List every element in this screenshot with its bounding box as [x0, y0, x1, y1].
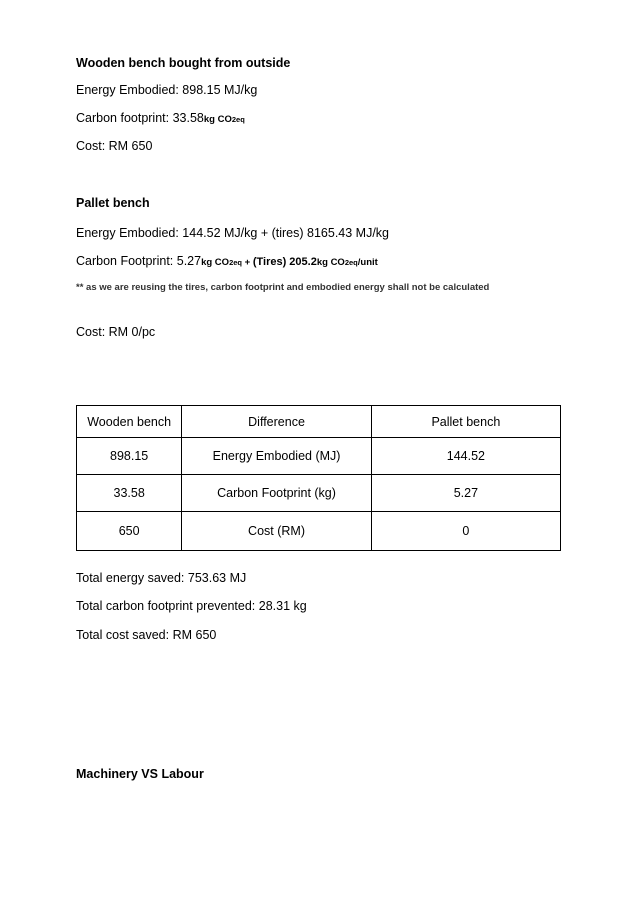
pallet-carbon-unit-2: kg CO [316, 257, 345, 268]
wooden-cost: Cost: RM 650 [76, 139, 153, 153]
table-cell: 144.52 [371, 438, 560, 475]
wooden-carbon-footprint [76, 110, 245, 128]
wooden-energy-embodied: Energy Embodied: 898.15 MJ/kg [76, 83, 258, 97]
pallet-carbon-unit-1: kg CO [201, 257, 230, 268]
pallet-carbon-tires: (Tires) 205.2 [252, 256, 317, 268]
table-row [77, 475, 561, 512]
table-cell: 33.58 [77, 475, 182, 512]
pallet-carbon-value: Carbon Footprint: 5.27 [76, 254, 202, 268]
table-row [77, 512, 561, 551]
pallet-bench-heading: Pallet bench [76, 196, 150, 210]
wooden-carbon-value: Carbon footprint: 33.58 [76, 111, 204, 125]
wooden-bench-heading: Wooden bench bought from outside [76, 56, 291, 70]
pallet-carbon-per-unit: /unit [357, 257, 378, 268]
wooden-carbon-unit: kg CO [203, 114, 232, 125]
table-cell: Energy Embodied (MJ) [182, 438, 371, 475]
pallet-cost: Cost: RM 0/pc [76, 325, 156, 339]
table-cell: 898.15 [77, 438, 182, 475]
table-cell: 0 [371, 512, 560, 551]
total-cost-saved: Total cost saved: RM 650 [76, 628, 217, 642]
table-header-row [77, 406, 561, 438]
table-cell: Cost (RM) [182, 512, 371, 551]
header-pallet-bench: Pallet bench [371, 406, 560, 438]
pallet-carbon-sub-1: 2eq [229, 258, 242, 267]
pallet-reuse-note: ** as we are reusing the tires, carbon footprint and embodied energy shall not be calculated [76, 282, 490, 293]
pallet-carbon-plus: + [242, 257, 253, 268]
pallet-carbon-sub-2: 2eq [344, 258, 358, 267]
wooden-carbon-unit-sub: 2eq [231, 115, 245, 124]
table-cell: 5.27 [371, 475, 560, 512]
pallet-energy-embodied: Energy Embodied: 144.52 MJ/kg + (tires) 8165.43 MJ/kg [76, 226, 390, 240]
table-cell: Carbon Footprint (kg) [182, 475, 371, 512]
comparison-table [76, 405, 561, 551]
pallet-carbon-footprint [76, 253, 378, 271]
header-difference: Difference [182, 406, 371, 438]
table-row [77, 438, 561, 475]
header-wooden-bench: Wooden bench [77, 406, 182, 438]
machinery-vs-labour-heading: Machinery VS Labour [76, 767, 204, 781]
table-cell: 650 [77, 512, 182, 551]
total-carbon-prevented: Total carbon footprint prevented: 28.31 kg [76, 599, 307, 613]
total-energy-saved: Total energy saved: 753.63 MJ [76, 571, 247, 585]
